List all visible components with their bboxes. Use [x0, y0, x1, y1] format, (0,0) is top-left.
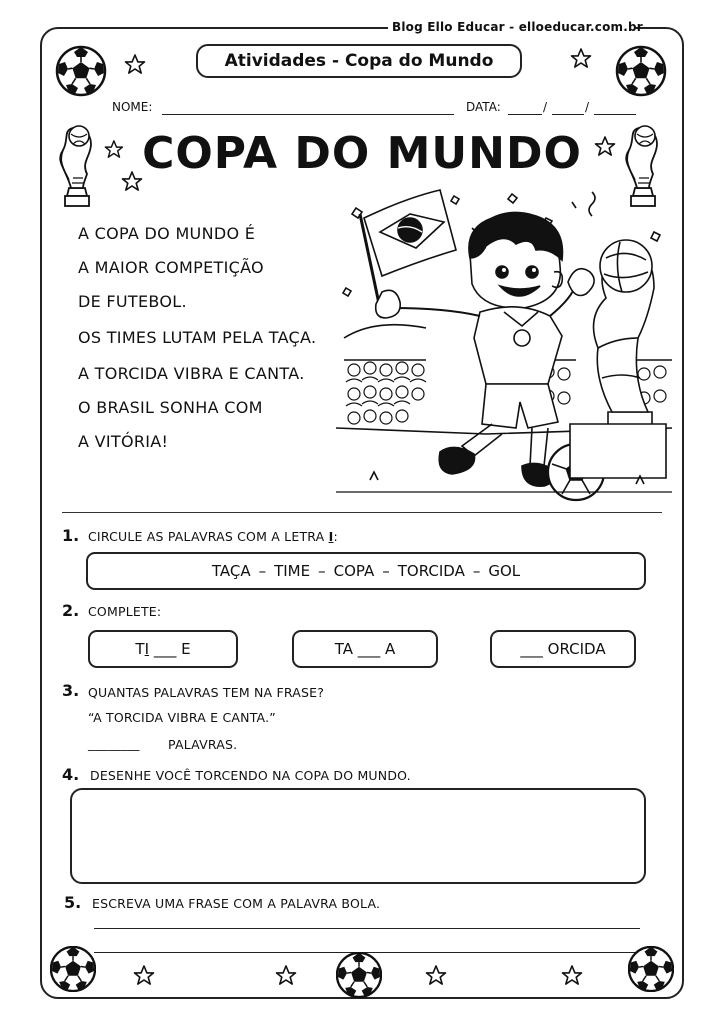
- box2-letter-a: A: [385, 640, 396, 658]
- box3-blank[interactable]: ___: [520, 640, 543, 658]
- word-time[interactable]: TIME: [274, 562, 311, 580]
- date-separator: /: [543, 100, 548, 114]
- question-3-number: 3.: [62, 681, 80, 700]
- star-icon: [274, 964, 298, 988]
- q3-answer-label: PALAVRAS.: [168, 737, 238, 752]
- question-5-text: ESCREVA UMA FRASE COM A PALAVRA BOLA.: [92, 896, 381, 911]
- complete-box-1[interactable]: [88, 630, 238, 668]
- soccer-ball-icon: [50, 946, 96, 992]
- word-torcida[interactable]: TORCIDA: [397, 562, 465, 580]
- drawing-area[interactable]: [70, 788, 646, 884]
- date-day-field[interactable]: [508, 114, 542, 115]
- star-icon: [132, 964, 156, 988]
- header-title: Atividades - Copa do Mundo: [196, 44, 522, 78]
- soccer-ball-icon: [54, 44, 108, 98]
- complete-box-3[interactable]: [490, 630, 636, 668]
- word-dash: –: [472, 562, 481, 580]
- box1-letter-e: E: [181, 640, 191, 658]
- star-icon: [568, 46, 594, 72]
- star-icon: [424, 964, 448, 988]
- box1-blank[interactable]: ___: [153, 640, 177, 658]
- name-label: NOME:: [112, 100, 153, 114]
- complete-box-2[interactable]: [292, 630, 438, 668]
- question-3-quote: “A TORCIDA VIBRA E CANTA.”: [88, 710, 276, 725]
- word-dash: –: [258, 562, 267, 580]
- date-separator: /: [585, 100, 590, 114]
- question-4-text: DESENHE VOCÊ TORCENDO NA COPA DO MUNDO.: [90, 768, 411, 783]
- word-dash: –: [318, 562, 326, 580]
- q1-text-after: :: [333, 529, 338, 544]
- text-line: OS TIMES LUTAM PELA TAÇA.: [78, 328, 317, 347]
- soccer-ball-icon: [336, 952, 382, 998]
- box2-blank[interactable]: ___: [357, 640, 381, 658]
- word-copa[interactable]: COPA: [333, 562, 375, 580]
- text-line: A MAIOR COMPETIÇÃO: [78, 258, 264, 277]
- word-list-box: [86, 552, 646, 590]
- date-year-field[interactable]: [594, 114, 636, 115]
- star-icon: [122, 52, 148, 78]
- name-field[interactable]: [162, 114, 454, 115]
- word-taca[interactable]: TAÇA: [211, 562, 251, 580]
- answer-line-1[interactable]: [94, 928, 640, 929]
- child-cheering-illustration: [336, 188, 676, 504]
- page-title: COPA DO MUNDO: [142, 128, 582, 179]
- word-gol[interactable]: GOL: [488, 562, 521, 580]
- q1-letter: I: [328, 529, 334, 544]
- date-month-field[interactable]: [552, 114, 584, 115]
- box2-letters-ta: TA: [334, 640, 353, 658]
- section-divider: [62, 512, 662, 513]
- question-3-text: QUANTAS PALAVRAS TEM NA FRASE?: [88, 685, 325, 700]
- text-line: A COPA DO MUNDO É: [78, 224, 256, 243]
- question-1-text: [88, 529, 338, 544]
- text-line: DE FUTEBOL.: [78, 292, 187, 311]
- text-line: O BRASIL SONHA COM: [78, 398, 263, 417]
- box3-letters-orcida: ORCIDA: [547, 640, 606, 658]
- q3-answer-blank[interactable]: ________: [88, 736, 140, 751]
- text-line: A VITÓRIA!: [78, 432, 169, 451]
- box1-letter-t: T: [135, 640, 145, 658]
- question-5-number: 5.: [64, 893, 82, 912]
- date-label: DATA:: [466, 100, 501, 114]
- soccer-ball-icon: [614, 44, 668, 98]
- text-line: A TORCIDA VIBRA E CANTA.: [78, 364, 305, 383]
- question-2-number: 2.: [62, 601, 80, 620]
- star-icon: [560, 964, 584, 988]
- question-2-text: COMPLETE:: [88, 604, 162, 619]
- question-1-number: 1.: [62, 526, 80, 545]
- site-credit: Blog Ello Educar - elloeducar.com.br: [392, 20, 643, 34]
- soccer-ball-icon: [628, 946, 674, 992]
- q1-text-before: CIRCULE AS PALAVRAS COM A LETRA: [88, 529, 329, 544]
- word-dash: –: [382, 562, 390, 580]
- box1-letter-i: I: [144, 640, 150, 658]
- question-4-number: 4.: [62, 765, 80, 784]
